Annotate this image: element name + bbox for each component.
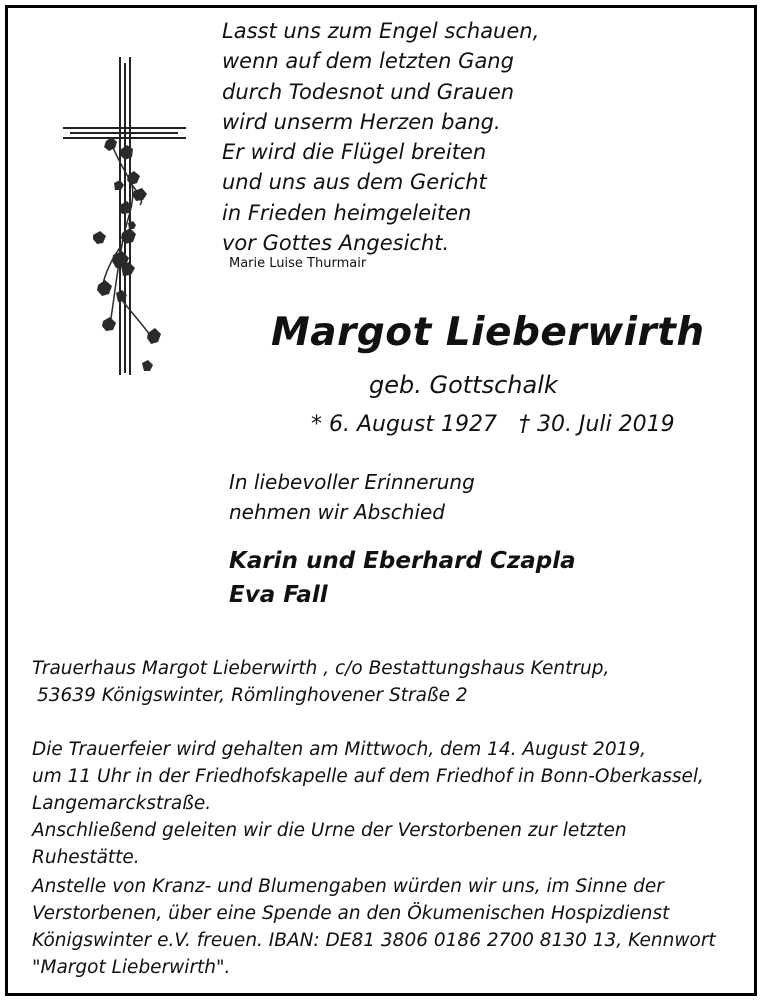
cross-with-ivy-icon (58, 55, 188, 377)
service-line: Die Trauerfeier wird gehalten am Mittwoch, dem 14. August 2019, (32, 739, 647, 760)
service-line: Langemarckstraße. (32, 793, 212, 814)
funeral-service-info (32, 736, 704, 871)
service-line: um 11 Uhr in der Friedhofskapelle auf dem Friedhof in Bonn-Oberkassel, (32, 766, 704, 787)
donation-line: Königswinter e.V. freuen. IBAN: DE81 3806 0186 2700 8130 13, Kennwort (32, 930, 716, 951)
poem-line: durch Todesnot und Grauen (222, 79, 515, 104)
farewell-line: In liebevoller Erinnerung (229, 470, 475, 494)
donation-line: Anstelle von Kranz- und Blumengaben würden wir uns, im Sinne der (32, 876, 664, 897)
birth-date: * 6. August 1927 (311, 412, 497, 437)
deceased-name: Margot Lieberwirth (271, 310, 705, 355)
poem-line: Lasst uns zum Engel schauen, (222, 19, 540, 43)
donation-line: "Margot Lieberwirth". (32, 957, 231, 978)
poem-line: wenn auf dem letzten Gang (222, 49, 514, 74)
life-dates (311, 412, 675, 437)
farewell-line: nehmen wir Abschied (229, 500, 445, 524)
poem-author: Marie Luise Thurmair (229, 256, 367, 271)
service-line: Anschließend geleiten wir die Urne der Verstorbenen zur letzten (32, 820, 627, 841)
poem-line: in Frieden heimgeleiten (222, 200, 472, 225)
mourners (229, 544, 576, 612)
donation-line: Verstorbenen, über eine Spende an den Ökumenischen Hospizdienst (32, 903, 670, 924)
maiden-name: geb. Gottschalk (369, 371, 558, 399)
service-line: Ruhestätte. (32, 847, 140, 868)
poem-line: und uns aus dem Gericht (222, 170, 487, 195)
mourning-house-address (32, 655, 609, 709)
mourner-line: Karin und Eberhard Czapla (229, 548, 576, 574)
address-line: Trauerhaus Margot Lieberwirth , c/o Bestattungshaus Kentrup, (32, 658, 610, 679)
poem (222, 16, 539, 258)
poem-line: Er wird die Flügel breiten (222, 140, 487, 165)
address-line: 53639 Königswinter, Römlinghovener Straße 2 (37, 685, 468, 706)
donation-info (32, 873, 716, 981)
poem-line: vor Gottes Angesicht. (222, 231, 450, 256)
death-date: † 30. Juli 2019 (518, 412, 675, 437)
farewell-text (229, 467, 475, 527)
mourner-line: Eva Fall (229, 582, 328, 608)
poem-line: wird unserm Herzen bang. (222, 109, 501, 134)
